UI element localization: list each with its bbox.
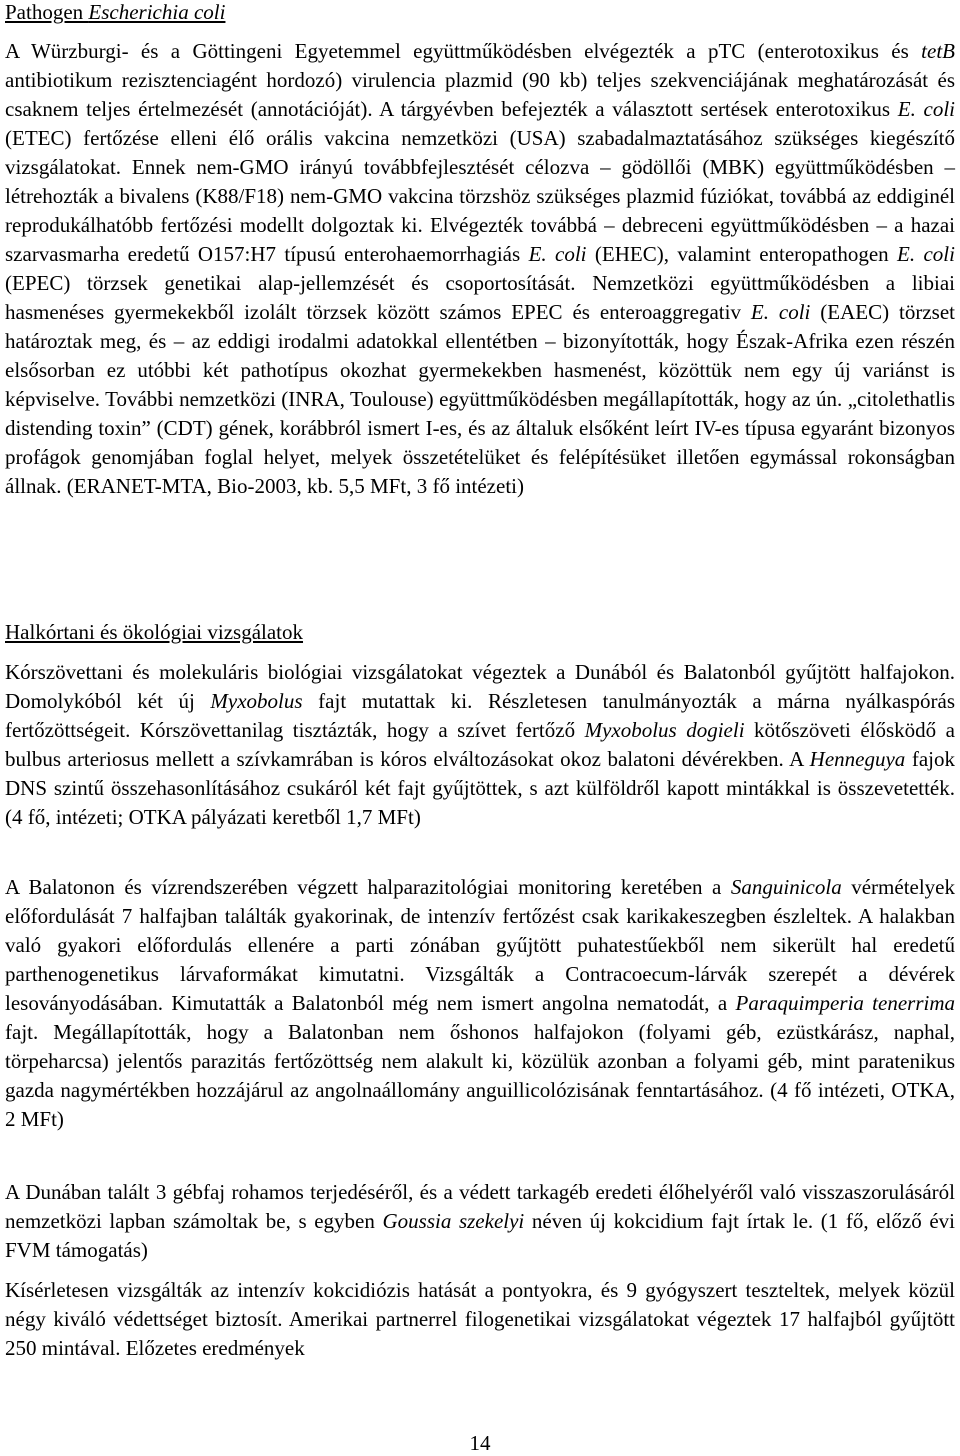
text-run: fajt mutattak ki. Részletesen tanulmányozták a márna nyálkaspórás fertőzöttségeit. Kórszövettanilag tisztázták, hogy a szívet fertőző xyxy=(5,689,955,742)
section-heading-halkortani xyxy=(5,618,303,647)
text-run: (EPEC) törzsek genetikai alap-jellemzését és csoportosítását. Nemzetközi együttműködésben a libiai hasmenéses gyermekekből izolált törzsek között számos EPEC és enteroaggregativ xyxy=(5,271,955,324)
text-run: (EHEC), valamint enteropathogen xyxy=(586,242,898,266)
section-heading-pathogen xyxy=(5,0,225,27)
text-run: Kórszövettani és molekuláris biológiai vizsgálatokat végeztek a Dunából és Balatonból gyűjtött halfajokon. Domolykóból két új xyxy=(5,660,955,713)
italic-term: Henneguya xyxy=(809,747,906,771)
text-run: vérmételyek előfordulását 7 halfajban találták gyakorinak, de intenzív fertőzést csak karikakeszegben észleltek. A halakban való gyakori előfordulás ellenére a parti zónában gyűjtött puhatestűekből nem sikerült hal eredetű parthenogenetikus lárvaformákat kimutatni. Vizsgálták a Contracoecum-lárvák szerepét a dévérek lesoványodásában. Kimutatták a Balatonból még nem ismert angolna nematodát, a xyxy=(5,875,955,1015)
text-run: A Balatonon és vízrendszerében végzett halparazitológiai monitoring keretében a xyxy=(5,875,731,899)
italic-term: E. coli xyxy=(750,300,811,324)
italic-term: Paraquimperia tenerrima xyxy=(735,991,955,1015)
italic-term: E. coli xyxy=(897,242,955,266)
italic-term: E. coli xyxy=(897,97,955,121)
italic-term: Goussia szekelyi xyxy=(382,1209,525,1233)
heading-text: Pathogen xyxy=(5,0,89,24)
text-run: fajok DNS szintű összehasonlításához csukáról két fajt gyűjtöttek, s azt külföldről kapott mintákkal is összevetették. (4 fő, intézeti; OTKA pályázati keretből 1,7 MFt) xyxy=(5,747,955,829)
italic-term: Myxobolus xyxy=(210,689,303,713)
text-run: fajt. Megállapították, hogy a Balatonban nem őshonos halfajokon (folyami géb, ezüstkárász, naphal, törpeharcsa) jelentős parazitás fertőzöttség nem alakult ki, közülük azonban a folyami géb, mint paratenikus gazda nagymértékben hozzájárul az angolnaállomány anguillicolózisának fenntartásához. (4 fő intézeti, OTKA, 2 MFt) xyxy=(5,1020,955,1131)
paragraph xyxy=(5,37,955,501)
page-number: 14 xyxy=(469,1431,491,1455)
text-run: néven új kokcidium fajt írtak le. (1 fő, előző évi FVM támogatás) xyxy=(5,1209,955,1262)
text-run: Kísérletesen vizsgálták az intenzív kokcidiózis hatását a pontyokra, és 9 gyógyszert teszteltek, melyek közül négy kiváló védettséget biztosít. Amerikai partnerrel filogenetikai vizsgálatokat végeztek 17 halfajból gyűjtött 250 mintával. Előzetes eredmények xyxy=(5,1278,955,1360)
italic-term: Sanguinicola xyxy=(730,875,842,899)
text-run: kötőszöveti élősködő a bulbus arteriosus mellett a szívkamrában is kóros elváltozásokat okoz balatoni dévérekben. A xyxy=(5,718,955,771)
text-run: antibiotikum rezisztenciagént hordozó) virulencia plazmid (90 kb) teljes szekvenciájának meghatározását és csaknem teljes értelmezését (annotációját). A tárgyévben befejezték a választott sertések enterotoxikus xyxy=(5,68,955,121)
italic-term: tetB xyxy=(921,39,955,63)
text-run: (EAEC) törzset határoztak meg, és – az eddigi irodalmi adatokkal ellentétben – bizonyították, hogy Észak-Afrika ezen részén elsősorban ez utóbbi két pathotípus okozhat gyermekekben hasmenést, közöttük nem egy új variánst is képviselve. További nemzetközi (INRA, Toulouse) együttműködésben megállapították, hogy az ún. „citolethatlis distending toxin” (CDT) gének, korábbról ismert I-es, és az általuk elsőként leírt IV-es típusa egyaránt bizonyos profágok genomjában foglal helyet, melyek összetételüket és felépítésüket illetően egymással rokonságban állnak. (ERANET-MTA, Bio-2003, kb. 5,5 MFt, 3 fő intézeti) xyxy=(5,300,955,498)
heading-species: Escherichia coli xyxy=(88,0,226,24)
text-run: A Würzburgi- és a Göttingeni Egyetemmel együttműködésben elvégezték a pTC (enterotoxikus és xyxy=(5,39,922,63)
text-run: (ETEC) fertőzése elleni élő orális vakcina nemzetközi (USA) szabadalmaztatásához szükséges kiegészítő vizsgálatokat. Ennek nem-GMO irányú továbbfejlesztését célozva – gödöllői (MBK) együttműködésben – létrehozták a bivalens (K88/F18) nem-GMO vakcina törzshöz szükséges plazmid fúziókat, továbbá az eddiginél reprodukálhatóbb fertőzési modellt dolgoztak ki. Elvégezték továbbá – debreceni együttműködésben – a hazai szarvasmarha eredetű O157:H7 típusú enterohaemorrhagiás xyxy=(5,126,955,266)
paragraph xyxy=(5,1178,955,1265)
heading-text: Halkórtani és ökológiai vizsgálatok xyxy=(5,620,304,644)
paragraph xyxy=(5,658,955,832)
italic-term: Myxobolus dogieli xyxy=(584,718,745,742)
paragraph xyxy=(5,1276,955,1363)
text-run: A Dunában talált 3 gébfaj rohamos terjedéséről, és a védett tarkagéb eredeti élőhelyéről való visszaszorulásáról nemzetközi lapban számoltak be, s egyben xyxy=(5,1180,955,1233)
paragraph xyxy=(5,873,955,1134)
italic-term: E. coli xyxy=(528,242,587,266)
